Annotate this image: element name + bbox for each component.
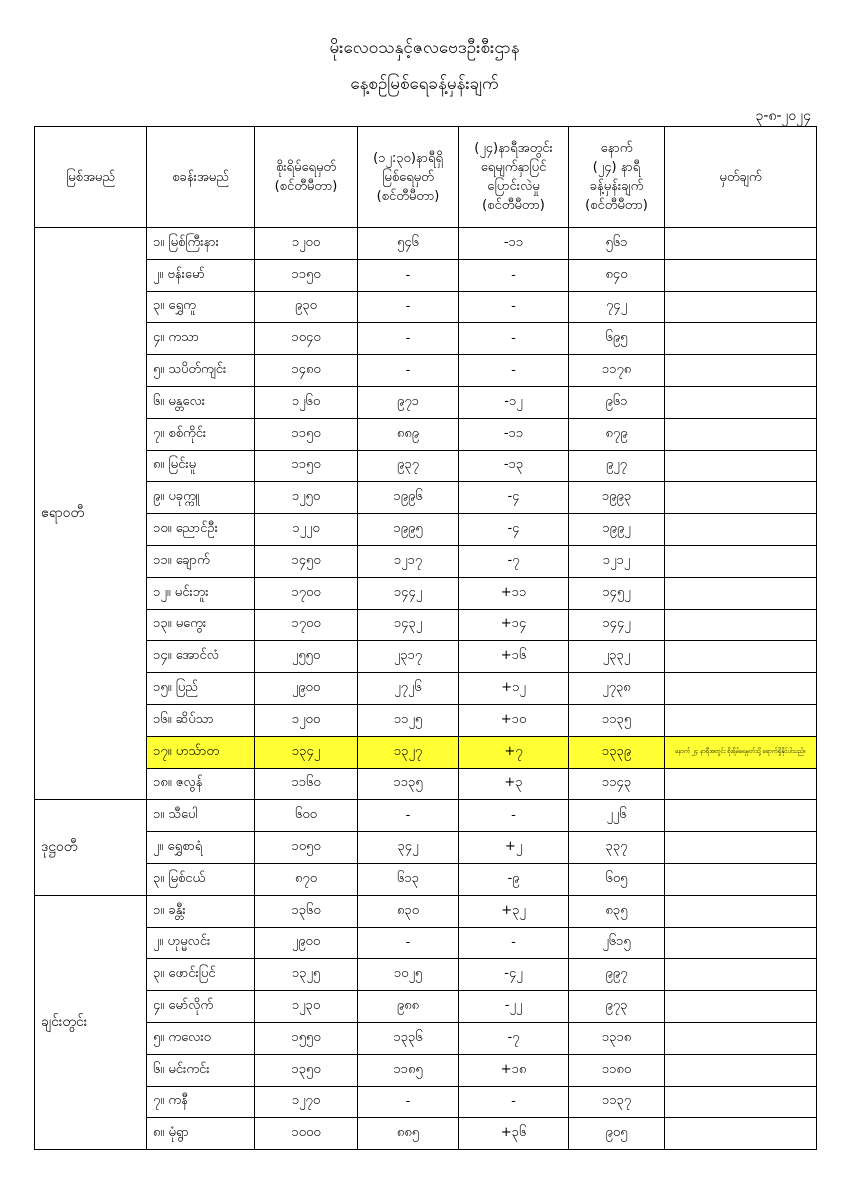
current-level: - xyxy=(358,291,459,323)
forecast-level: ၁၉၉၂ xyxy=(569,514,665,546)
table-row xyxy=(35,641,817,673)
page-subtitle: နေ့စဉ်မြစ်ရေခန့်မှန်းချက် xyxy=(350,74,499,94)
change-24h: - xyxy=(459,355,569,387)
table-row xyxy=(35,863,817,895)
current-level: ၁၄၃၂ xyxy=(358,609,459,641)
forecast-level: ၁၁၃၇ xyxy=(569,1086,665,1118)
remark xyxy=(665,832,817,864)
col-current-level: (၁၂:၃၀)နာရီရှိ မြစ်ရေမှတ် (စင်တီမီတာ) xyxy=(358,127,459,228)
current-level: - xyxy=(358,927,459,959)
change-24h: +၁၀ xyxy=(459,704,569,736)
change-24h: - xyxy=(459,259,569,291)
current-level: ၁၃၂၇ xyxy=(358,736,459,768)
current-level: ၁၁၃၅ xyxy=(358,768,459,800)
table-row xyxy=(35,959,817,991)
remark xyxy=(665,1086,817,1118)
station-name: ၈။ မြင်းမူ xyxy=(147,450,255,482)
table-row xyxy=(35,577,817,609)
change-24h: -၇ xyxy=(459,545,569,577)
remark xyxy=(665,482,817,514)
station-name: ၁၁။ ချောက် xyxy=(147,545,255,577)
danger-level: ၁၇၀၀ xyxy=(255,609,358,641)
col-24h-change: (၂၄)နာရီအတွင်း ရေမျက်နှာပြင် ပြောင်းလဲမှု (စင်တီမီတာ) xyxy=(459,127,569,228)
danger-level: ၁၀၀၀ xyxy=(255,1118,358,1150)
danger-level: ၁၂၃၀ xyxy=(255,991,358,1023)
current-level: - xyxy=(358,323,459,355)
station-name: ၇။ စစ်ကိုင်း xyxy=(147,418,255,450)
forecast-level: ၁၁၈၀ xyxy=(569,1054,665,1086)
danger-level: ၁၁၅၀ xyxy=(255,259,358,291)
danger-level: ၂၅၅၀ xyxy=(255,641,358,673)
change-24h: -၁၁ xyxy=(459,228,569,260)
forecast-level: ၃၃၇ xyxy=(569,832,665,864)
forecast-level: ၂၇၃၈ xyxy=(569,673,665,705)
change-24h: +၃၂ xyxy=(459,895,569,927)
danger-level: ၁၃၆၀ xyxy=(255,895,358,927)
danger-level: ၁၂၅၀ xyxy=(255,482,358,514)
col-station-name: စခန်းအမည် xyxy=(147,127,255,228)
table-row xyxy=(35,259,817,291)
current-level: - xyxy=(358,259,459,291)
table-row xyxy=(35,768,817,800)
forecast-level: ၅၆၁ xyxy=(569,228,665,260)
river-forecast-table xyxy=(34,126,817,1150)
remark xyxy=(665,259,817,291)
station-name: ၂။ ဗန်းမော် xyxy=(147,259,255,291)
current-level: - xyxy=(358,1086,459,1118)
remark xyxy=(665,514,817,546)
current-level: ၁၁၂၅ xyxy=(358,704,459,736)
table-row xyxy=(35,545,817,577)
station-name: ၃။ ဖောင်းပြင် xyxy=(147,959,255,991)
current-level: ၅၄၆ xyxy=(358,228,459,260)
current-level: ၉၃၇ xyxy=(358,450,459,482)
remark xyxy=(665,386,817,418)
forecast-level: ၁၉၉၃ xyxy=(569,482,665,514)
table-row xyxy=(35,609,817,641)
change-24h: +၁၈ xyxy=(459,1054,569,1086)
forecast-level: ၉၆၁ xyxy=(569,386,665,418)
danger-level: ၁၇၀၀ xyxy=(255,577,358,609)
change-24h: +၁၂ xyxy=(459,673,569,705)
forecast-level: ၈၇၉ xyxy=(569,418,665,450)
change-24h: - xyxy=(459,927,569,959)
change-24h: -၉ xyxy=(459,863,569,895)
table-row xyxy=(35,355,817,387)
station-name: ၁၂။ မင်းဘူး xyxy=(147,577,255,609)
col-river-name: မြစ်အမည် xyxy=(35,127,147,228)
danger-level: ၁၃၅၀ xyxy=(255,1054,358,1086)
forecast-level: ၁၂၁၂ xyxy=(569,545,665,577)
forecast-level: ၂၆၁၅ xyxy=(569,927,665,959)
remark xyxy=(665,895,817,927)
river-name: ချင်းတွင်း xyxy=(35,895,147,1149)
forecast-level: ၁၄၄၂ xyxy=(569,609,665,641)
change-24h: +၁၄ xyxy=(459,609,569,641)
current-level: ၁၉၉၆ xyxy=(358,482,459,514)
current-level: ၈၈၅ xyxy=(358,1118,459,1150)
station-name: ၁၈။ ဇလွန် xyxy=(147,768,255,800)
remark xyxy=(665,450,817,482)
forecast-level: ၂၃၃၂ xyxy=(569,641,665,673)
station-name: ၁။ ခန္တီး xyxy=(147,895,255,927)
station-name: ၁၅။ ပြည် xyxy=(147,673,255,705)
remark xyxy=(665,1054,817,1086)
current-level: - xyxy=(358,355,459,387)
change-24h: +၁၆ xyxy=(459,641,569,673)
danger-level: ၁၄၅၀ xyxy=(255,545,358,577)
station-name: ၁။ မြစ်ကြီးနား xyxy=(147,228,255,260)
station-name: ၄။ မော်လိုက် xyxy=(147,991,255,1023)
current-level: ၉၇၁ xyxy=(358,386,459,418)
forecast-level: ၁၃၃၉ xyxy=(569,736,665,768)
current-level: ၁၂၁၇ xyxy=(358,545,459,577)
change-24h: +၃၆ xyxy=(459,1118,569,1150)
forecast-level: ၉၇၃ xyxy=(569,991,665,1023)
page-title: မိုးလေဝသနှင့်ဇလဗေဒဦးစီးဌာန xyxy=(329,38,520,58)
table-row xyxy=(35,736,817,768)
current-level: ၉၈၈ xyxy=(358,991,459,1023)
current-level: ၆၁၃ xyxy=(358,863,459,895)
current-level: ၁၄၄၂ xyxy=(358,577,459,609)
current-level: ၂၃၁၇ xyxy=(358,641,459,673)
remark xyxy=(665,641,817,673)
change-24h: - xyxy=(459,1086,569,1118)
forecast-level: ၉၂၇ xyxy=(569,450,665,482)
forecast-level: ၇၄၂ xyxy=(569,291,665,323)
change-24h: -၁၃ xyxy=(459,450,569,482)
station-name: ၉။ ပခုက္ကူ xyxy=(147,482,255,514)
table-row xyxy=(35,800,817,832)
change-24h: -၄ xyxy=(459,482,569,514)
forecast-level: ၁၁၃၅ xyxy=(569,704,665,736)
forecast-level: ၈၃၅ xyxy=(569,895,665,927)
change-24h: +၇ xyxy=(459,736,569,768)
current-level: ၈၃၀ xyxy=(358,895,459,927)
report-date: ၃-၈-၂၀၂၄ xyxy=(755,108,811,124)
table-row xyxy=(35,673,817,705)
station-name: ၂။ ရွှေစာရံ xyxy=(147,832,255,864)
danger-level: ၁၁၅၀ xyxy=(255,450,358,482)
table-row xyxy=(35,291,817,323)
table-header-row xyxy=(35,127,817,228)
current-level: ၈၈၉ xyxy=(358,418,459,450)
remark xyxy=(665,991,817,1023)
change-24h: - xyxy=(459,291,569,323)
table-row xyxy=(35,228,817,260)
danger-level: ၁၀၅၀ xyxy=(255,832,358,864)
station-name: ၁၀။ ညောင်ဦး xyxy=(147,514,255,546)
danger-level: ၁၂၀၀ xyxy=(255,704,358,736)
col-remarks: မှတ်ချက် xyxy=(665,127,817,228)
remark xyxy=(665,355,817,387)
danger-level: ၈၇၀ xyxy=(255,863,358,895)
remark xyxy=(665,545,817,577)
station-name: ၂။ ဟုမ္မလင်း xyxy=(147,927,255,959)
remark xyxy=(665,927,817,959)
station-name: ၁၄။ အောင်လံ xyxy=(147,641,255,673)
current-level: ၁၀၂၅ xyxy=(358,959,459,991)
current-level: - xyxy=(358,800,459,832)
table-row xyxy=(35,450,817,482)
col-danger-level: စိုးရိမ်ရေမှတ် (စင်တီမီတာ) xyxy=(255,127,358,228)
danger-level: ၁၁၅၀ xyxy=(255,418,358,450)
danger-level: ၁၁၆၀ xyxy=(255,768,358,800)
change-24h: +၁၁ xyxy=(459,577,569,609)
danger-level: ၁၂၇၀ xyxy=(255,1086,358,1118)
river-name: ဧရာဝတီ xyxy=(35,228,147,800)
table-row xyxy=(35,1022,817,1054)
station-name: ၁၇။ ဟသ်ာတ xyxy=(147,736,255,768)
table-row xyxy=(35,482,817,514)
remark xyxy=(665,323,817,355)
change-24h: -၂၂ xyxy=(459,991,569,1023)
table-row xyxy=(35,832,817,864)
change-24h: -၄၂ xyxy=(459,959,569,991)
danger-level: ၁၅၅၀ xyxy=(255,1022,358,1054)
forecast-level: ၉၉၇ xyxy=(569,959,665,991)
station-name: ၁၆။ ဆိပ်သာ xyxy=(147,704,255,736)
forecast-level: ၆၀၅ xyxy=(569,863,665,895)
remark xyxy=(665,800,817,832)
station-name: ၃။ ရွှေကူ xyxy=(147,291,255,323)
current-level: ၁၃၃၆ xyxy=(358,1022,459,1054)
station-name: ၈။ မုံရွာ xyxy=(147,1118,255,1150)
danger-level: ၁၂၀၀ xyxy=(255,228,358,260)
change-24h: -၇ xyxy=(459,1022,569,1054)
table-row xyxy=(35,386,817,418)
danger-level: ၉၃၀ xyxy=(255,291,358,323)
station-name: ၇။ ကနီ xyxy=(147,1086,255,1118)
station-name: ၁၃။ မကွေး xyxy=(147,609,255,641)
table-row xyxy=(35,323,817,355)
danger-level: ၁၄၈၀ xyxy=(255,355,358,387)
change-24h: -၁၂ xyxy=(459,386,569,418)
remark xyxy=(665,673,817,705)
remark xyxy=(665,577,817,609)
remark xyxy=(665,1022,817,1054)
remark xyxy=(665,609,817,641)
forecast-level: ၁၃၁၈ xyxy=(569,1022,665,1054)
change-24h: +၂ xyxy=(459,832,569,864)
danger-level: ၂၉၀၀ xyxy=(255,673,358,705)
change-24h: +၃ xyxy=(459,768,569,800)
current-level: ၁၁၈၅ xyxy=(358,1054,459,1086)
station-name: ၆။ မင်းကင်း xyxy=(147,1054,255,1086)
remark xyxy=(665,291,817,323)
danger-level: ၁၃၂၅ xyxy=(255,959,358,991)
remark xyxy=(665,418,817,450)
remark xyxy=(665,1118,817,1150)
change-24h: -၄ xyxy=(459,514,569,546)
danger-level: ၁၀၄၀ xyxy=(255,323,358,355)
danger-level: ၁၂၂၀ xyxy=(255,514,358,546)
table-row xyxy=(35,514,817,546)
table-row xyxy=(35,1054,817,1086)
remark xyxy=(665,959,817,991)
station-name: ၄။ ကသာ xyxy=(147,323,255,355)
danger-level: ၆၀၀ xyxy=(255,800,358,832)
station-name: ၃။ မြစ်ငယ် xyxy=(147,863,255,895)
danger-level: ၁၂၆၀ xyxy=(255,386,358,418)
remark: နောက် ၂၄ နာရီအတွင်း စိုးရိမ်ရေမှတ်သို့ ရောက်ရှိနိုင်ပါသည်။ xyxy=(665,736,817,768)
forecast-level: ၁၁၇၈ xyxy=(569,355,665,387)
table-row xyxy=(35,895,817,927)
current-level: ၁၉၉၅ xyxy=(358,514,459,546)
table-row xyxy=(35,418,817,450)
remark xyxy=(665,704,817,736)
station-name: ၅။ ကလေးဝ xyxy=(147,1022,255,1054)
current-level: ၃၄၂ xyxy=(358,832,459,864)
remark xyxy=(665,228,817,260)
forecast-level: ၁၄၅၂ xyxy=(569,577,665,609)
table-row xyxy=(35,927,817,959)
forecast-level: ၁၁၄၃ xyxy=(569,768,665,800)
change-24h: - xyxy=(459,323,569,355)
danger-level: ၁၃၄၂ xyxy=(255,736,358,768)
table-row xyxy=(35,704,817,736)
table-row xyxy=(35,1086,817,1118)
remark xyxy=(665,863,817,895)
forecast-level: ၂၂၆ xyxy=(569,800,665,832)
table-row xyxy=(35,991,817,1023)
station-name: ၁။ သီပေါ xyxy=(147,800,255,832)
remark xyxy=(665,768,817,800)
danger-level: ၂၉၀၀ xyxy=(255,927,358,959)
station-name: ၆။ မန္တလေး xyxy=(147,386,255,418)
table-row xyxy=(35,1118,817,1150)
change-24h: - xyxy=(459,800,569,832)
change-24h: -၁၁ xyxy=(459,418,569,450)
forecast-level: ၉၀၅ xyxy=(569,1118,665,1150)
current-level: ၂၇၂၆ xyxy=(358,673,459,705)
river-name: ဒုဋ္ဌဝတီ xyxy=(35,800,147,895)
col-forecast: နောက် (၂၄) နာရီ ခန့်မှန်းချက် (စင်တီမီတာ) xyxy=(569,127,665,228)
forecast-level: ၆၉၅ xyxy=(569,323,665,355)
station-name: ၅။ သပိတ်ကျင်း xyxy=(147,355,255,387)
forecast-level: ၈၄၀ xyxy=(569,259,665,291)
